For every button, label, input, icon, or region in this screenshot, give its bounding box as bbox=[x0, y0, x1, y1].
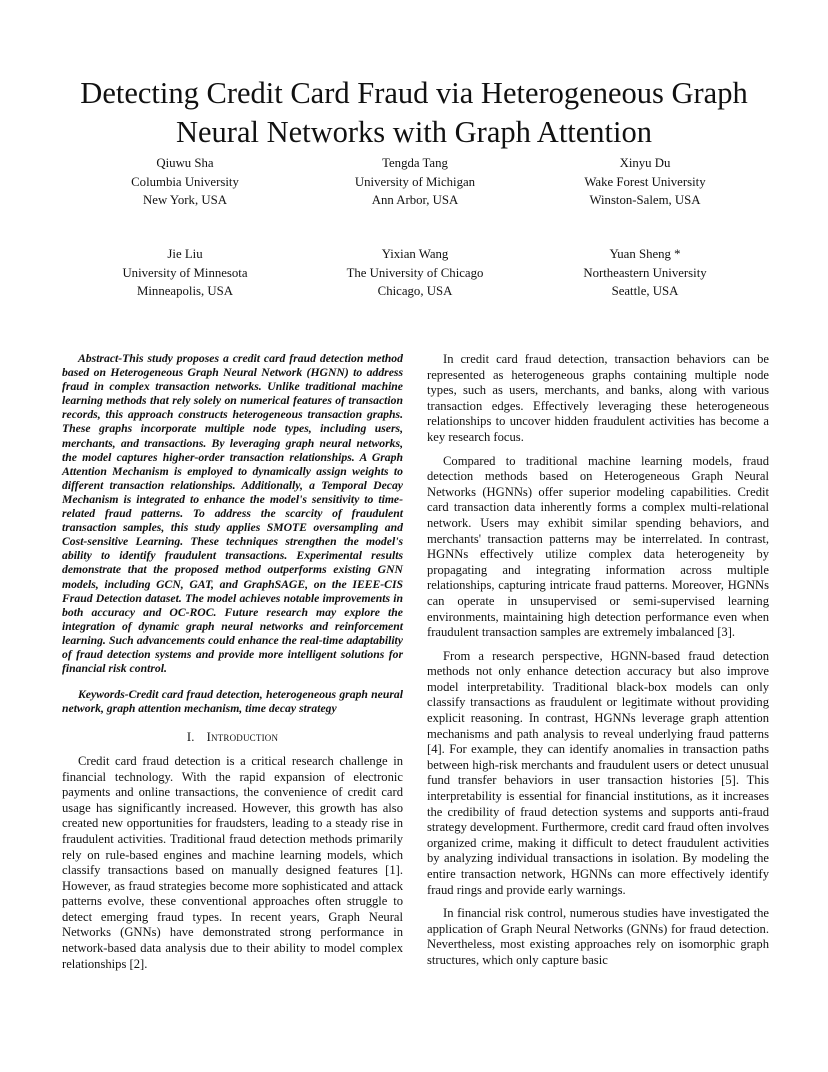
section-title: Introduction bbox=[206, 730, 279, 745]
author-location: Minneapolis, USA bbox=[137, 284, 233, 298]
section-heading bbox=[62, 730, 403, 746]
author-location: Chicago, USA bbox=[377, 284, 453, 298]
author-name: Yixian Wang bbox=[381, 247, 449, 261]
author-name: Qiuwu Sha bbox=[156, 156, 214, 170]
author-affiliation: The University of Chicago bbox=[346, 265, 484, 280]
body-paragraph: From a research perspective, HGNN-based fraud detection methods not only enhance detection accuracy but also improve model interpretability. Traditional black-box models can only classify transactions as fraudulent or legitimate without providing explicit reasoning. In contrast, HGNNs leverage graph attention mechanisms and path analysis to reveal underlying fraud patterns [4]. For example, they can identify anomalies in transaction paths between high-risk merchants and fraudulent users or detect unusual fund transfer behaviors in user transaction histories [5]. This interpretability is essential for financial institutions, as it increases the credibility of fraud detection systems and supports anti-fraud strategy development. Furthermore, credit card fraud often involves organized crime, making it difficult to detect fraudulent activities by analyzing individual transactions in isolation. By modeling the entire transaction network, HGNNs can more effectively identify fraud rings and provide early warnings. bbox=[427, 648, 769, 897]
body-paragraph: Credit card fraud detection is a critical research challenge in financial technology. With the rapid expansion of electronic payments and online transactions, the convenience of credit card usage has significantly increased. However, this growth has also created new opportunities for fraudsters, leading to a steady rise in fraudulent activities. Traditional fraud detection methods primarily rely on rule-based engines and machine learning models, which classify transactions based on manually designed features [1]. However, as fraud strategies become more sophisticated and attack patterns evolve, these conventional approaches often struggle to detect emerging fraud types. In recent years, Graph Neural Networks (GNNs) have demonstrated strong performance in network-based data analysis due to their ability to model complex relationships [2]. bbox=[62, 753, 403, 971]
author-location: Winston-Salem, USA bbox=[589, 193, 701, 207]
author-location: Seattle, USA bbox=[611, 284, 679, 298]
author-affiliation: University of Michigan bbox=[354, 174, 476, 189]
author-block bbox=[300, 154, 530, 210]
author-row-1 bbox=[70, 154, 760, 210]
body-paragraph: Compared to traditional machine learning models, fraud detection methods based on Heterogeneous Graph Neural Networks (HGNNs) offer superior modeling capabilities. Credit card transaction data inherently forms a complex multi-relational network. Users may exhibit similar spending behaviors, and merchants' transaction patterns may be interrelated. In contrast, HGNNs effectively utilize complex data heterogeneity by propagating and integrating information across multiple relationships, capturing intricate fraud patterns. Moreover, HGNNs can operate in unsupervised or semi-supervised learning environments, maintaining high detection performance even when fraudulent transaction samples are extremely imbalanced [3]. bbox=[427, 453, 769, 640]
author-block bbox=[70, 154, 300, 210]
author-name: Yuan Sheng * bbox=[609, 247, 681, 261]
author-affiliation: Northeastern University bbox=[583, 265, 707, 280]
author-block bbox=[300, 245, 530, 301]
author-row-2 bbox=[70, 245, 760, 301]
author-name: Tengda Tang bbox=[382, 156, 448, 170]
author-location: New York, USA bbox=[143, 193, 227, 207]
body-paragraph: In credit card fraud detection, transaction behaviors can be represented as heterogeneous graphs containing multiple node types, such as users, merchants, and banks, along with various transaction edges. Effectively leveraging these heterogeneous relationships to uncover hidden fraudulent activities has become a key research focus. bbox=[427, 352, 769, 444]
abstract: Abstract-This study proposes a credit card fraud detection method based on Heterogeneous Graph Neural Network (HGNN) to address fraud in complex transaction networks. Unlike traditional machine learning methods that rely solely on numerical features of transaction records, this approach constructs heterogeneous transaction graphs. These graphs incorporate multiple node types, including users, merchants, and transactions. By leveraging graph neural networks, the model captures higher-order transaction relationships. A Graph Attention Mechanism is employed to dynamically assign weights to different transaction relationships. Additionally, a Temporal Decay Mechanism is integrated to enhance the model's sensitivity to time-related fraud patterns. To address the scarcity of fraudulent transaction samples, this study applies SMOTE oversampling and Cost-sensitive Learning. These techniques strengthen the model's ability to identify fraudulent transactions. Experimental results demonstrate that the proposed method outperforms existing GNN models, including GCN, GAT, and GraphSAGE, on the IEEE-CIS Fraud Detection dataset. The model achieves notable improvements in both accuracy and OC-ROC. Future research may explore the integration of dynamic graph neural networks and reinforcement learning. Such advancements could enhance the real-time adaptability of fraud detection systems and provide more intelligent solutions for financial risk control. bbox=[62, 352, 403, 676]
right-column bbox=[427, 352, 769, 969]
author-affiliation: Columbia University bbox=[131, 174, 239, 189]
author-affiliation: University of Minnesota bbox=[122, 265, 248, 280]
author-name: Jie Liu bbox=[167, 247, 203, 261]
author-block bbox=[530, 245, 760, 301]
body-paragraph: In financial risk control, numerous studies have investigated the application of Graph Neural Networks (GNNs) for fraud detection. Nevertheless, most existing approaches rely on isomorphic graph structures, which only capture basic bbox=[427, 906, 769, 967]
author-block bbox=[530, 154, 760, 210]
left-column bbox=[62, 352, 403, 972]
keywords: Keywords-Credit card fraud detection, heterogeneous graph neural network, graph attention mechanism, time decay strategy bbox=[62, 688, 403, 716]
author-location: Ann Arbor, USA bbox=[371, 193, 459, 207]
section-number: I. bbox=[186, 730, 195, 745]
paper-title: Detecting Credit Card Fraud via Heterogeneous Graph Neural Networks with Graph Attention bbox=[80, 76, 748, 149]
author-affiliation: Wake Forest University bbox=[584, 174, 706, 189]
author-name: Xinyu Du bbox=[619, 156, 671, 170]
author-block bbox=[70, 245, 300, 301]
